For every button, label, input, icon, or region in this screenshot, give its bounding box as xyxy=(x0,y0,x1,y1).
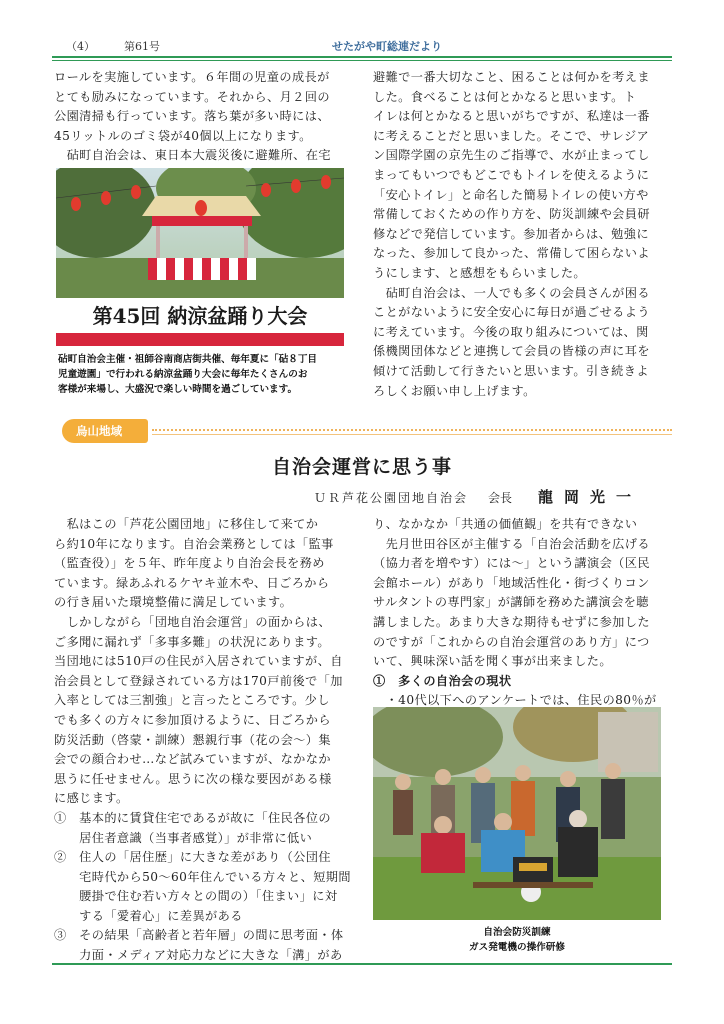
text-line: 修などで発信しています。参加者からは、勉強に xyxy=(373,226,649,241)
article-title: 自治会運営に思う事 xyxy=(271,456,452,478)
festival-photo-caption xyxy=(58,352,348,397)
caption-line: ガス発電機の操作研修 xyxy=(469,942,565,953)
text-line: に考えています。今後の取り組みについては、関 xyxy=(373,324,649,339)
text-line: 公園清掃も行っています。落ち葉が多い時には、 xyxy=(54,109,330,124)
top-right-text xyxy=(373,68,673,401)
text-line: ろしくお願い申し上げます。 xyxy=(373,383,536,398)
text-line: 防災活動（啓蒙・訓練）懇親行事（花の会～）集 xyxy=(54,732,331,747)
text-line: ロールを実施しています。６年間の児童の成長が xyxy=(54,70,330,84)
text-line: のですが「これからの自治会運営のあり方」につ xyxy=(373,634,650,649)
caption-line: 児童遊園」で行われる納涼盆踊り大会に毎年たくさんのお xyxy=(58,369,308,380)
region-divider-thin xyxy=(152,434,672,435)
text-line: 私はこの「芦花公園団地」に移住して来てか xyxy=(54,517,319,531)
text-line: サルタントの専門家」が講師を務めた講演会を聴 xyxy=(373,595,649,610)
festival-photo xyxy=(56,168,344,346)
drill-photo-illustration xyxy=(373,707,661,920)
region-divider xyxy=(152,429,672,431)
text-line: 避難で一番大切なこと、困ることは何かを考えま xyxy=(373,70,650,84)
text-line: 当団地には510戸の住民が入居されていますが、自 xyxy=(54,654,343,669)
author-organization: ＵＲ芦花公園団地自治会 xyxy=(314,491,469,505)
text-line: 力面・メディア対応力などに大きな「溝」があ xyxy=(54,948,343,963)
text-line: に感じます。 xyxy=(54,791,129,806)
text-line: ン国際学園の京先生のご指導で、水が止まってし xyxy=(373,148,650,163)
text-line: 45リットルのゴミ袋が40個以上になります。 xyxy=(54,128,312,143)
top-left-text xyxy=(54,68,354,166)
drill-photo-caption xyxy=(373,925,661,955)
region-tag: 烏山地域 xyxy=(62,419,148,443)
text-line: 居住者意識（当事者感覚）」が非常に低い xyxy=(54,830,313,845)
caption-line: 砧町自治会主催・祖師谷南商店街共催、毎年夏に「砧８丁目 xyxy=(58,354,318,365)
bottom-right-text xyxy=(373,515,673,711)
text-line: 会での顔合わせ…など試みていますが、なかなか xyxy=(54,752,331,767)
caption-line: 自治会防災訓練 xyxy=(483,927,551,938)
author-role: 会長 xyxy=(488,491,513,505)
drill-photo xyxy=(373,707,661,920)
text-line: なった、参加して良かった、常備して困らないよ xyxy=(373,246,650,261)
text-line: 係機関団体などと連携して会員の皆様の声に耳を xyxy=(373,344,650,359)
festival-photo-illustration xyxy=(56,168,344,346)
text-line: ご多聞に漏れず「多事多難」の状況にあります。 xyxy=(54,634,330,649)
text-line: 先月世田谷区が主催する「自治会活動を広げる xyxy=(373,536,650,551)
page-number: （4） xyxy=(66,40,95,53)
footer-rule xyxy=(52,963,672,965)
text-line: でも多くの方々に参加頂けるように、日ごろから xyxy=(54,712,331,727)
text-line: 会館ホール）があり「地域活性化・街づくりコン xyxy=(373,575,650,590)
text-line: 砧町自治会は、一人でも多くの会員さんが困る xyxy=(373,285,650,300)
text-line: した。食べることは何とかなると思います。ト xyxy=(373,89,637,104)
text-line: ら約10年になります。自治会業務としては「監事 xyxy=(54,536,334,551)
text-line: の行き届いた環境整備に満足しています。 xyxy=(54,595,293,610)
text-line: ③ その結果「高齢者と若年層」の間に思考面・体 xyxy=(54,928,344,943)
text-line: 常備しておくための作り方を、防災訓練や会員研 xyxy=(373,207,650,222)
text-line: イレは何とかなると思いがちですが、私達は一番 xyxy=(373,109,650,124)
text-line: ことがないように安全安心に毎日が過ごせるよう xyxy=(373,305,650,320)
text-line: 講しました。あまり大きな期待もせずに参加した xyxy=(373,614,650,629)
text-line: （監査役）」を５年、昨年度より自治会長を務め xyxy=(54,556,325,571)
text-line: 砧町自治会は、東日本大震災後に避難所、在宅 xyxy=(54,148,331,163)
text-line: 傾けて活動して行きたいと思います。引き続きよ xyxy=(373,363,649,378)
header-rule xyxy=(52,56,672,58)
text-line: 「安心トイレ」と命名した簡易トイレの使い方や xyxy=(373,187,649,202)
issue-number: 第61号 xyxy=(124,40,160,53)
text-line: （協力者を増やす）には～」という講演会（区民 xyxy=(373,556,650,571)
text-line: いて、興味深い話を聞く事が出来ました。 xyxy=(373,654,612,669)
text-line: り、なかなか「共通の価値観」を共有できない xyxy=(373,517,638,531)
text-line: ① 基本的に賃貸住宅であるが故に「住民各位の xyxy=(54,810,331,825)
header-rule-thin xyxy=(52,60,672,61)
text-line: 思うに任せません。思うに次の様な要因がある様 xyxy=(54,771,332,786)
text-line: うにします、と感想をもらいました。 xyxy=(373,265,587,280)
text-line: 治会員として登録されている方は170戸前後で「加 xyxy=(54,673,343,688)
text-line: ② 住人の「居住歴」に大きな差があり（公団住 xyxy=(54,850,331,865)
subheading-line: ① 多くの自治会の現状 xyxy=(373,673,512,688)
text-line: ・40代以下へのアンケートでは、住民の80％が xyxy=(373,693,657,708)
author-name: 龍岡光一 xyxy=(538,488,643,506)
caption-line: 客様が来場し、大盛況で楽しい時間を過ごしています。 xyxy=(58,384,298,395)
newsletter-title: せたがや町総連だより xyxy=(332,40,442,53)
text-line: ています。緑あふれるケヤキ並木や、日ごろから xyxy=(54,575,330,590)
text-line: とても励みになっています。それから、月２回の xyxy=(54,89,330,104)
text-line: 入率としては三割強」と言ったところです。少し xyxy=(54,693,330,708)
text-line: しかしながら「団地自治会運営」の面からは、 xyxy=(54,614,331,629)
text-line: する「愛着心」に差異がある xyxy=(54,908,243,923)
festival-banner-text: 第45回 納涼盆踊り大会 xyxy=(92,304,308,328)
text-line: 宅時代から50～60年住んでいる方々と、短期間 xyxy=(54,869,351,884)
bottom-left-text xyxy=(54,515,358,966)
text-line: に考えることだと思いました。そこで、サレジア xyxy=(373,128,650,143)
text-line: 腰掛で住む若い方々との間の）「住まい」に対 xyxy=(54,889,338,904)
text-line: まってもいつでもどこでもトイレを使えるように xyxy=(373,167,650,182)
